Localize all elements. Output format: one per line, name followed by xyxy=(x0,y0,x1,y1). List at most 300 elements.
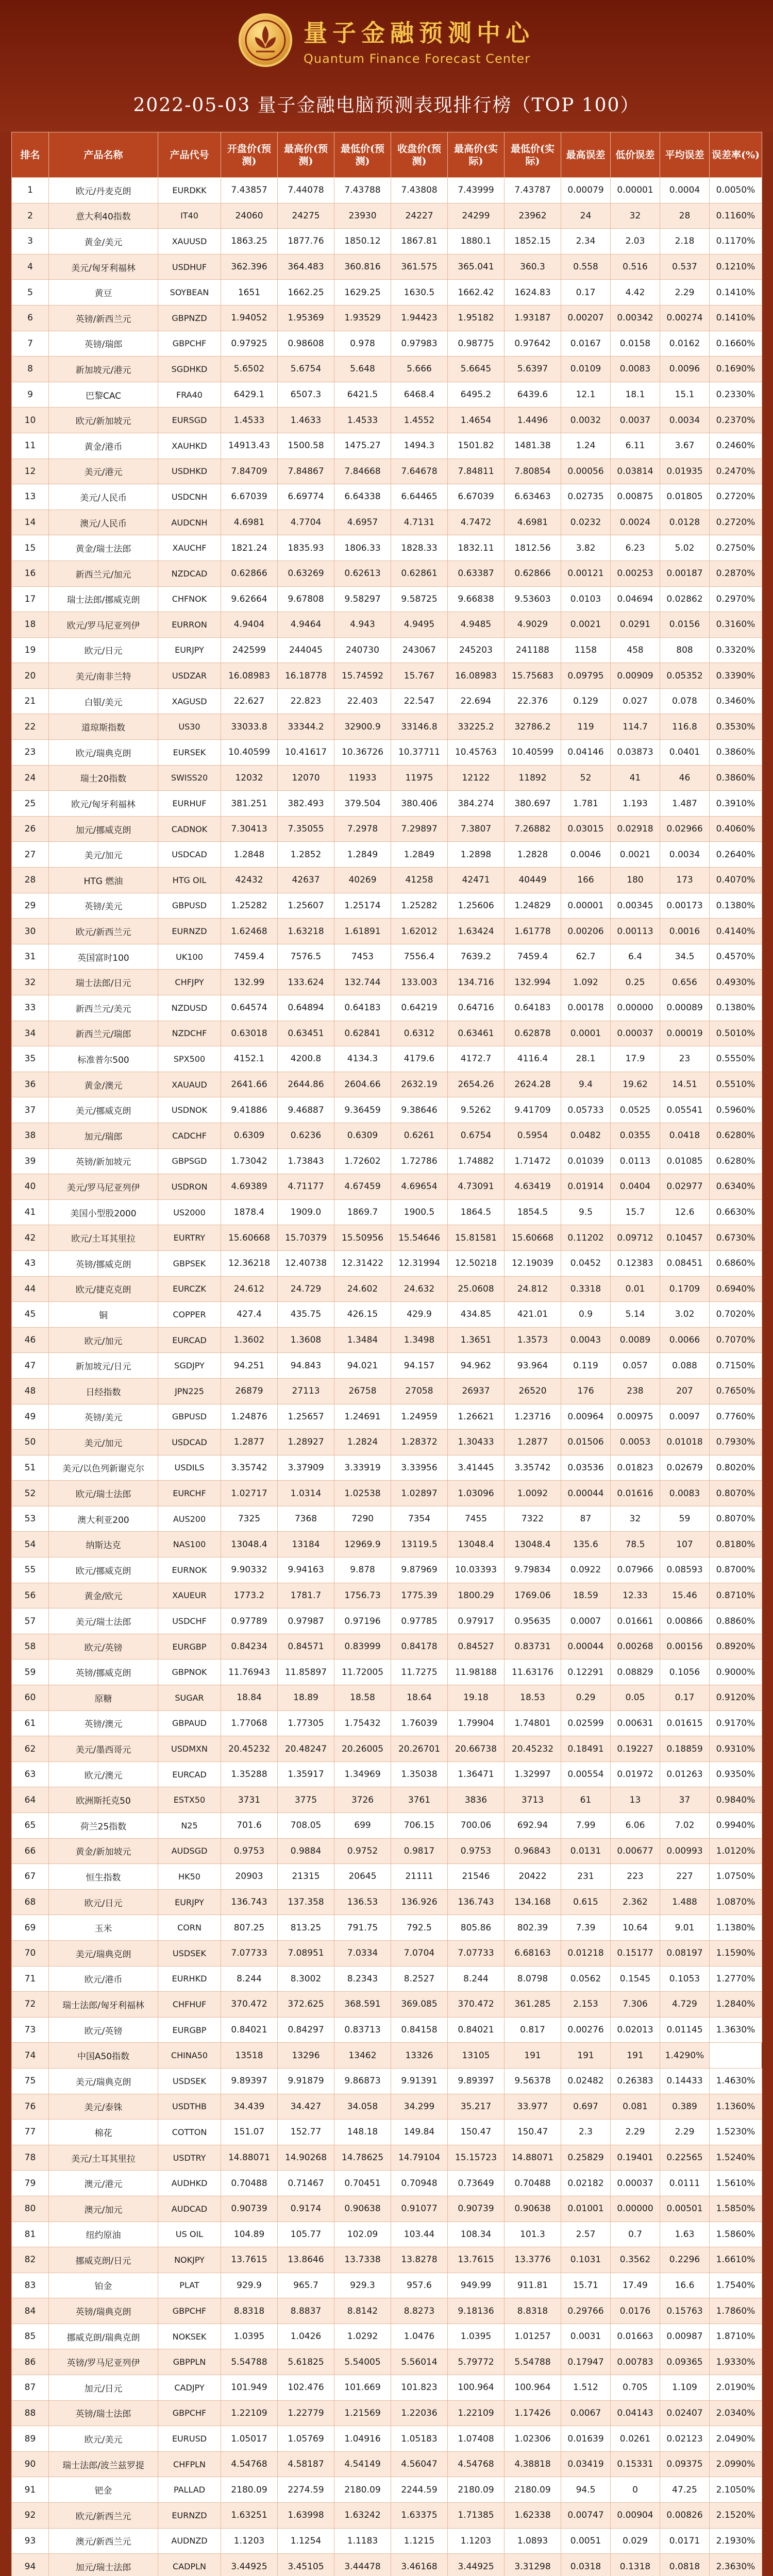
table-cell: 6.67039 xyxy=(221,484,278,510)
table-cell: 1.21569 xyxy=(334,2400,391,2426)
table-cell: 11.76943 xyxy=(221,1659,278,1685)
table-cell: 2.362 xyxy=(611,1889,660,1915)
table-cell: 2.0340% xyxy=(710,2400,762,2426)
table-cell: 7.43999 xyxy=(448,178,505,204)
table-row xyxy=(12,2094,762,2120)
table-cell: 25 xyxy=(12,791,49,817)
table-cell: 20903 xyxy=(221,1864,278,1890)
table-cell: 1.62468 xyxy=(221,919,278,944)
table-cell: 15.7 xyxy=(611,1199,660,1225)
table-cell: 100.964 xyxy=(448,2375,505,2401)
table-cell: 7325 xyxy=(221,1506,278,1532)
table-row xyxy=(12,203,762,229)
table-cell: 瑞士20指数 xyxy=(49,765,158,791)
table-cell: 9.41709 xyxy=(505,1097,561,1123)
table-cell: EURGBP xyxy=(158,1634,221,1659)
table-cell: 426.15 xyxy=(334,1302,391,1328)
table-cell: 1.24876 xyxy=(221,1404,278,1430)
table-cell: 33146.8 xyxy=(391,714,448,740)
table-cell: 0.0083 xyxy=(611,357,660,382)
column-header: 最低价(实际) xyxy=(505,132,561,178)
table-cell: 1.3498 xyxy=(391,1327,448,1353)
table-cell: 40 xyxy=(12,1174,49,1200)
ranking-table-container xyxy=(11,132,762,2576)
table-cell: 7.306 xyxy=(611,1992,660,2018)
table-cell: 105.77 xyxy=(278,2222,334,2247)
table-cell: 0.09795 xyxy=(561,663,611,689)
table-cell: 5.61825 xyxy=(278,2349,334,2375)
table-cell: 0.3390% xyxy=(710,663,762,689)
table-cell: 23962 xyxy=(505,203,561,229)
table-cell: 0.17947 xyxy=(561,2349,611,2375)
table-cell: GBPCHF xyxy=(158,2298,221,2324)
table-row xyxy=(12,2017,762,2043)
table-cell: 0.01218 xyxy=(561,1940,611,1966)
table-cell: 3.33919 xyxy=(334,1455,391,1481)
table-cell: 0.2330% xyxy=(710,382,762,408)
table-cell: 新西兰元/瑞郎 xyxy=(49,1021,158,1046)
table-cell: 41258 xyxy=(391,868,448,893)
table-cell: 12 xyxy=(12,459,49,484)
table-cell: 49 xyxy=(12,1404,49,1430)
table-row xyxy=(12,484,762,510)
table-row xyxy=(12,663,762,689)
table-cell: 0.02013 xyxy=(611,2017,660,2043)
table-cell: 1.30433 xyxy=(448,1430,505,1455)
table-cell: 2644.86 xyxy=(278,1072,334,1097)
table-cell: 9.91879 xyxy=(278,2068,334,2094)
table-cell: 180 xyxy=(611,868,660,893)
table-cell: 0.14433 xyxy=(660,2068,710,2094)
table-row xyxy=(12,1992,762,2018)
table-cell: 101.669 xyxy=(334,2375,391,2401)
table-cell: 135.6 xyxy=(561,1532,611,1557)
table-cell: 铂金 xyxy=(49,2273,158,2298)
table-row xyxy=(12,2477,762,2503)
table-cell: 恒生指数 xyxy=(49,1864,158,1890)
table-cell: 2.0190% xyxy=(710,2375,762,2401)
table-cell: 13326 xyxy=(391,2043,448,2069)
table-cell: 6 xyxy=(12,305,49,331)
table-cell: 1.5610% xyxy=(710,2171,762,2196)
table-cell: 0.9350% xyxy=(710,1761,762,1787)
table-cell: 日经指数 xyxy=(49,1378,158,1404)
table-cell: 0.01639 xyxy=(561,2426,611,2452)
table-cell: 0.1690% xyxy=(710,357,762,382)
table-cell: 4200.8 xyxy=(278,1046,334,1072)
brand-name-cn: 量子金融预测中心 xyxy=(304,19,534,47)
table-cell: 美元/罗马尼亚列伊 xyxy=(49,1174,158,1200)
table-cell: 6.64465 xyxy=(391,484,448,510)
table-cell: EURHUF xyxy=(158,791,221,817)
table-cell: 欧元/英镑 xyxy=(49,1634,158,1659)
table-cell: 0.00207 xyxy=(561,305,611,331)
table-cell: EURCAD xyxy=(158,1761,221,1787)
table-cell: 700.06 xyxy=(448,1813,505,1839)
table-row xyxy=(12,1940,762,1966)
table-cell: 78.5 xyxy=(611,1532,660,1557)
table-row xyxy=(12,1761,762,1787)
table-cell: 3.31298 xyxy=(505,2554,561,2576)
table-cell: 1.2840% xyxy=(710,1992,762,2018)
table-cell: 1 xyxy=(12,178,49,204)
table-cell: 0.0404 xyxy=(611,1174,660,1200)
table-cell: 25.0608 xyxy=(448,1276,505,1302)
table-cell: XAUAUD xyxy=(158,1072,221,1097)
table-row xyxy=(12,1608,762,1634)
table-cell: 0.19401 xyxy=(611,2145,660,2171)
table-cell: 0.64894 xyxy=(278,995,334,1021)
table-cell: CORN xyxy=(158,1915,221,1941)
table-cell: 4.63419 xyxy=(505,1174,561,1200)
table-cell: 56 xyxy=(12,1583,49,1608)
table-cell: 27058 xyxy=(391,1378,448,1404)
table-cell: 3.44478 xyxy=(334,2554,391,2576)
table-cell: PLAT xyxy=(158,2273,221,2298)
table-cell: 1.74882 xyxy=(448,1148,505,1174)
table-cell: XAUCHF xyxy=(158,535,221,561)
table-cell: 9.56378 xyxy=(505,2068,561,2094)
table-cell: 0.7020% xyxy=(710,1302,762,1328)
table-row xyxy=(12,510,762,535)
table-cell: 59 xyxy=(660,1506,710,1532)
table-cell: 0.62878 xyxy=(505,1021,561,1046)
table-cell: 0.0034 xyxy=(660,842,710,868)
table-cell: 0.5510% xyxy=(710,1072,762,1097)
table-cell: 2 xyxy=(12,203,49,229)
table-cell: 380.697 xyxy=(505,791,561,817)
lotus-emblem-icon xyxy=(244,19,287,62)
table-cell: UK100 xyxy=(158,944,221,970)
table-cell: 5 xyxy=(12,280,49,306)
table-cell: 37 xyxy=(12,1097,49,1123)
table-cell: 242599 xyxy=(221,637,278,663)
table-cell: 新西兰元/加元 xyxy=(49,561,158,586)
table-cell: 1.04916 xyxy=(334,2426,391,2452)
table-cell: 0.02482 xyxy=(561,2068,611,2094)
table-cell: 108.34 xyxy=(448,2222,505,2247)
table-cell: 26937 xyxy=(448,1378,505,1404)
table-cell: USDSEK xyxy=(158,1940,221,1966)
table-cell: 挪威克朗/日元 xyxy=(49,2247,158,2273)
table-cell: 加元/日元 xyxy=(49,2375,158,2401)
table-cell: 7.99 xyxy=(561,1813,611,1839)
table-cell: 1.63 xyxy=(660,2222,710,2247)
table-row xyxy=(12,1250,762,1276)
table-row xyxy=(12,2298,762,2324)
table-cell: 53 xyxy=(12,1506,49,1532)
table-cell: 24 xyxy=(12,765,49,791)
table-cell: 1.2877 xyxy=(221,1430,278,1455)
table-cell: 6.63463 xyxy=(505,484,561,510)
table-cell: 434.85 xyxy=(448,1302,505,1328)
table-cell: 22.823 xyxy=(278,688,334,714)
table-cell: 1.4533 xyxy=(221,408,278,433)
table-cell: 807.25 xyxy=(221,1915,278,1941)
table-cell: 0.6309 xyxy=(334,1123,391,1148)
table-cell: 28.1 xyxy=(561,1046,611,1072)
table-row xyxy=(12,2554,762,2576)
table-cell: 0.6261 xyxy=(391,1123,448,1148)
table-cell: 0.00173 xyxy=(660,893,710,919)
table-cell: 0.70451 xyxy=(334,2171,391,2196)
table-cell: 13.7615 xyxy=(221,2247,278,2273)
table-cell: 7453 xyxy=(334,944,391,970)
table-cell: 1475.27 xyxy=(334,433,391,459)
table-cell: 370.472 xyxy=(221,1992,278,2018)
table-cell: 0.01914 xyxy=(561,1174,611,1200)
table-cell: 0.02407 xyxy=(660,2400,710,2426)
table-cell: 1.5240% xyxy=(710,2145,762,2171)
table-cell: 0.2720% xyxy=(710,484,762,510)
table-cell: 0.02862 xyxy=(660,586,710,612)
table-cell: 8.8318 xyxy=(221,2298,278,2324)
table-cell: 1775.39 xyxy=(391,1583,448,1608)
table-cell: 692.94 xyxy=(505,1813,561,1839)
table-cell: 1.36471 xyxy=(448,1761,505,1787)
table-cell: 4.943 xyxy=(334,612,391,638)
table-cell: EURSEK xyxy=(158,740,221,766)
table-cell: USDTHB xyxy=(158,2094,221,2120)
table-cell: 7.43808 xyxy=(391,178,448,204)
table-cell: 3.37909 xyxy=(278,1455,334,1481)
table-cell: 9 xyxy=(12,382,49,408)
table-cell: 11.98188 xyxy=(448,1659,505,1685)
table-cell: 8.8837 xyxy=(278,2298,334,2324)
table-cell: 7354 xyxy=(391,1506,448,1532)
table-cell: 0.00056 xyxy=(561,459,611,484)
table-cell: 0.0171 xyxy=(660,2528,710,2554)
table-cell: 1821.24 xyxy=(221,535,278,561)
table-cell: 0.0525 xyxy=(611,1097,660,1123)
table-cell: 0.0021 xyxy=(611,842,660,868)
column-header: 最高误差 xyxy=(561,132,611,178)
table-header-row xyxy=(12,132,762,178)
table-cell: 0.01018 xyxy=(660,1430,710,1455)
table-cell: 34 xyxy=(12,1021,49,1046)
table-cell: 362.396 xyxy=(221,254,278,280)
table-cell: 11.72005 xyxy=(334,1659,391,1685)
table-cell: 2.0490% xyxy=(710,2426,762,2452)
table-cell: 13119.5 xyxy=(391,1532,448,1557)
table-cell: 22.376 xyxy=(505,688,561,714)
table-cell: 1.1183 xyxy=(334,2528,391,2554)
table-cell: 94.251 xyxy=(221,1353,278,1379)
table-cell: AUDNZD xyxy=(158,2528,221,2554)
table-cell: 18.1 xyxy=(611,382,660,408)
table-cell: 2.3 xyxy=(561,2120,611,2145)
table-cell: 7.3807 xyxy=(448,816,505,842)
table-cell: 1.28927 xyxy=(278,1430,334,1455)
table-cell: 0.01823 xyxy=(611,1455,660,1481)
table-cell: 238 xyxy=(611,1378,660,1404)
table-cell: 42471 xyxy=(448,868,505,893)
ranking-table xyxy=(11,132,762,2576)
table-cell: 15 xyxy=(12,535,49,561)
table-cell: 0.62613 xyxy=(334,561,391,586)
table-row xyxy=(12,765,762,791)
table-cell: 40269 xyxy=(334,868,391,893)
table-cell: 1.25174 xyxy=(334,893,391,919)
table-cell: 0.2296 xyxy=(660,2247,710,2273)
table-row xyxy=(12,1864,762,1890)
table-cell: 4.54768 xyxy=(448,2451,505,2477)
table-cell: 6.67039 xyxy=(448,484,505,510)
table-cell: 0.22565 xyxy=(660,2145,710,2171)
table-cell: 0.9753 xyxy=(221,1838,278,1864)
table-cell: 意大利40指数 xyxy=(49,203,158,229)
table-cell: 102.09 xyxy=(334,2222,391,2247)
table-cell: 美元/加元 xyxy=(49,842,158,868)
table-cell: 0.9120% xyxy=(710,1685,762,1711)
table-row xyxy=(12,970,762,995)
table-cell: AUDSGD xyxy=(158,1838,221,1864)
table-cell: 44 xyxy=(12,1276,49,1302)
table-cell: 21546 xyxy=(448,1864,505,1890)
table-cell: 2654.26 xyxy=(448,1072,505,1097)
table-cell: 新西兰元/美元 xyxy=(49,995,158,1021)
table-cell: 道琼斯指数 xyxy=(49,714,158,740)
table-cell: 0.0232 xyxy=(561,510,611,535)
table-cell: 15.54646 xyxy=(391,1225,448,1251)
table-cell: 2.29 xyxy=(660,280,710,306)
table-cell: 17.49 xyxy=(611,2273,660,2298)
table-cell: 957.6 xyxy=(391,2273,448,2298)
table-cell: 0.6940% xyxy=(710,1276,762,1302)
table-cell: 0.90739 xyxy=(448,2196,505,2222)
table-cell: 792.5 xyxy=(391,1915,448,1941)
table-cell: 243067 xyxy=(391,637,448,663)
table-cell: 10.36726 xyxy=(334,740,391,766)
table-cell: 0.2370% xyxy=(710,408,762,433)
table-cell: 61 xyxy=(12,1710,49,1736)
table-cell: 0.05 xyxy=(611,1685,660,1711)
table-cell: 223 xyxy=(611,1864,660,1890)
table-cell: 5.666 xyxy=(391,357,448,382)
table-cell: 3.82 xyxy=(561,535,611,561)
column-header: 最高价(预测) xyxy=(278,132,334,178)
table-row xyxy=(12,2324,762,2349)
table-cell: 93.964 xyxy=(505,1353,561,1379)
table-cell: CHFNOK xyxy=(158,586,221,612)
column-header: 低价误差 xyxy=(611,132,660,178)
table-cell: 2.18 xyxy=(660,229,710,255)
table-cell: 欧元/日元 xyxy=(49,1889,158,1915)
table-cell: 1.4552 xyxy=(391,408,448,433)
table-cell: 0.4930% xyxy=(710,970,762,995)
column-header: 误差率(%) xyxy=(710,132,762,178)
table-cell: 39 xyxy=(12,1148,49,1174)
table-cell: USDZAR xyxy=(158,663,221,689)
table-cell: 11975 xyxy=(391,765,448,791)
table-cell: 0.0007 xyxy=(561,1608,611,1634)
table-cell: 0.0024 xyxy=(611,510,660,535)
table-cell: 7290 xyxy=(334,1506,391,1532)
table-row xyxy=(12,1915,762,1941)
table-cell: 1878.4 xyxy=(221,1199,278,1225)
table-cell: 361.575 xyxy=(391,254,448,280)
table-cell: 欧元/瑞士法郎 xyxy=(49,1481,158,1506)
table-cell: 64 xyxy=(12,1787,49,1813)
table-cell: 26758 xyxy=(334,1378,391,1404)
table-cell: 纳斯达克 xyxy=(49,1532,158,1557)
table-cell: US OIL xyxy=(158,2222,221,2247)
table-cell: 0.00001 xyxy=(611,178,660,204)
table-cell: 0.656 xyxy=(660,970,710,995)
table-cell: 0.12383 xyxy=(611,1250,660,1276)
table-cell: 15.767 xyxy=(391,663,448,689)
table-cell: 7.64678 xyxy=(391,459,448,484)
table-cell: 12.31994 xyxy=(391,1250,448,1276)
table-cell: 21315 xyxy=(278,1864,334,1890)
table-cell: JPN225 xyxy=(158,1378,221,1404)
table-cell: 0.18491 xyxy=(561,1736,611,1762)
table-cell: 132.744 xyxy=(334,970,391,995)
table-cell: 1.487 xyxy=(660,791,710,817)
table-cell: 0.978 xyxy=(334,331,391,357)
table-cell: N25 xyxy=(158,1813,221,1839)
table-cell: 24227 xyxy=(391,203,448,229)
table-cell: 20645 xyxy=(334,1864,391,1890)
table-cell: 1.22779 xyxy=(278,2400,334,2426)
table-cell: 66 xyxy=(12,1838,49,1864)
table-cell: 15.71 xyxy=(561,2273,611,2298)
table-row xyxy=(12,2145,762,2171)
table-row xyxy=(12,1455,762,1481)
table-cell: 2244.59 xyxy=(391,2477,448,2503)
table-cell: 0.05352 xyxy=(660,663,710,689)
table-cell: 0.389 xyxy=(660,2094,710,2120)
table-cell: 75 xyxy=(12,2068,49,2094)
table-cell: 4.6957 xyxy=(334,510,391,535)
table-cell: 9.79834 xyxy=(505,1557,561,1583)
table-cell: 0.129 xyxy=(561,688,611,714)
table-cell: 0.04143 xyxy=(611,2400,660,2426)
table-cell: COPPER xyxy=(158,1302,221,1328)
table-cell: 1.1380% xyxy=(710,1915,762,1941)
table-row xyxy=(12,1021,762,1046)
table-cell: 1.61778 xyxy=(505,919,561,944)
table-cell: 42637 xyxy=(278,868,334,893)
table-cell: 0.03814 xyxy=(611,459,660,484)
table-cell: 1867.81 xyxy=(391,229,448,255)
table-cell: 1.8710% xyxy=(710,2324,762,2349)
table-cell: 20.45232 xyxy=(221,1736,278,1762)
table-cell: 1.4633 xyxy=(278,408,334,433)
table-cell: 107 xyxy=(660,1532,710,1557)
table-cell: 0.25 xyxy=(611,970,660,995)
table-cell: 0.9170% xyxy=(710,1710,762,1736)
table-cell: 3.44925 xyxy=(221,2554,278,2576)
table-cell: 132.994 xyxy=(505,970,561,995)
table-cell: 1.2770% xyxy=(710,1966,762,1992)
table-cell: 0.02977 xyxy=(660,1174,710,1200)
table-cell: 929.9 xyxy=(221,2273,278,2298)
table-cell: 150.47 xyxy=(505,2120,561,2145)
table-row xyxy=(12,2068,762,2094)
table-cell: 加元/挪威克朗 xyxy=(49,816,158,842)
table-cell: 3.35742 xyxy=(221,1455,278,1481)
table-cell: 1.2848 xyxy=(221,842,278,868)
table-cell: 0.63269 xyxy=(278,561,334,586)
table-cell: 1.94423 xyxy=(391,305,448,331)
table-cell: 94.021 xyxy=(334,1353,391,1379)
table-cell: 32 xyxy=(611,1506,660,1532)
table-cell: CHFHUF xyxy=(158,1992,221,2018)
table-cell: 美元/挪威克朗 xyxy=(49,1097,158,1123)
table-cell: 381.251 xyxy=(221,791,278,817)
table-cell: 0.63461 xyxy=(448,1021,505,1046)
